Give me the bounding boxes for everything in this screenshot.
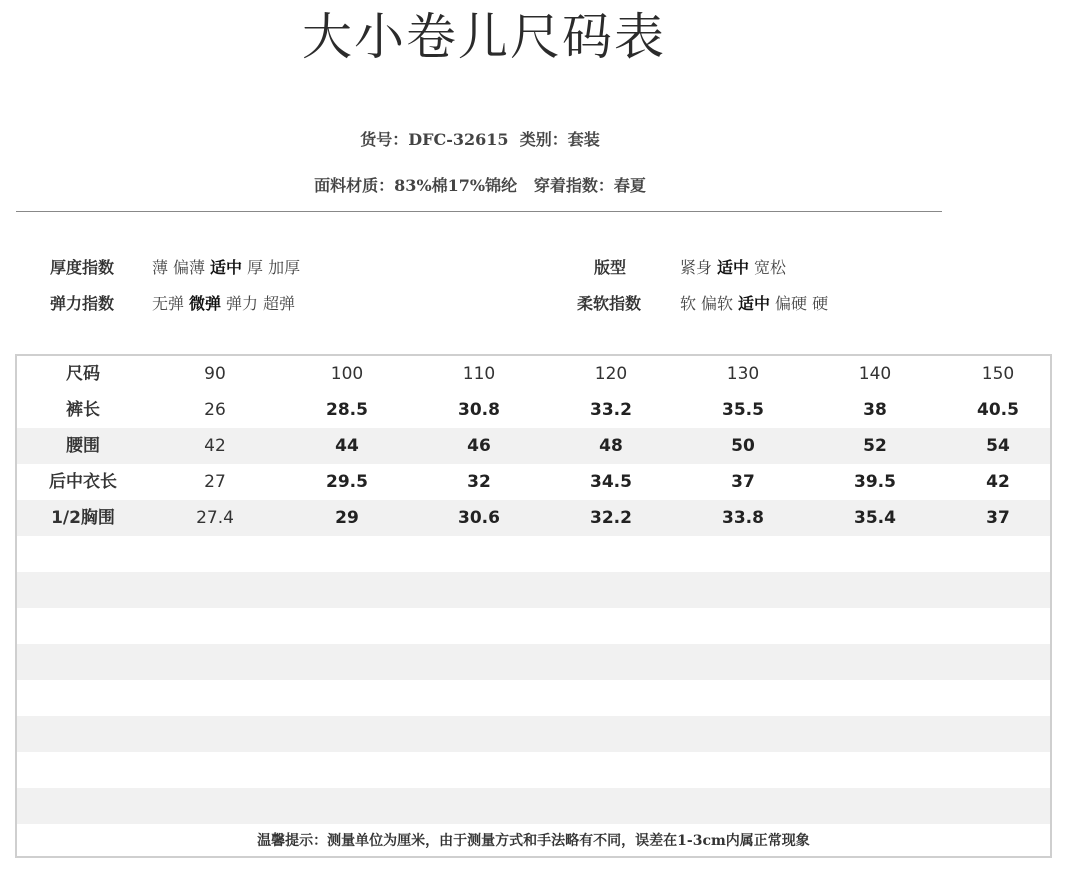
size-header-cell: 90	[204, 364, 226, 384]
attribute-option: 偏薄	[173, 258, 206, 277]
product-meta-line-1: 货号：DFC-32615 类别：套装	[360, 130, 600, 149]
table-row	[17, 500, 1050, 536]
empty-row	[17, 752, 1050, 788]
empty-row	[17, 788, 1050, 824]
row-label: 裤长	[66, 400, 100, 420]
table-cell: 44	[335, 436, 359, 456]
size-table	[15, 354, 1052, 858]
size-header-cell: 130	[726, 364, 760, 384]
table-cell: 26	[204, 400, 226, 420]
table-cell: 35.5	[722, 400, 764, 420]
empty-row	[17, 644, 1050, 680]
attribute-option: 弹力	[226, 294, 259, 313]
table-cell: 27	[204, 472, 226, 492]
attribute-option: 偏硬	[775, 294, 808, 313]
elasticity-label: 弹力指数	[50, 294, 115, 313]
attribute-option: 微弹	[189, 294, 222, 313]
fit-label: 版型	[594, 258, 627, 277]
table-cell: 27.4	[196, 508, 234, 528]
softness-options	[680, 291, 833, 314]
table-cell: 30.8	[458, 400, 500, 420]
table-cell: 39.5	[854, 472, 896, 492]
table-cell: 35.4	[854, 508, 896, 528]
table-cell: 38	[863, 400, 887, 420]
empty-row	[17, 608, 1050, 644]
fit-options	[680, 255, 791, 278]
table-cell: 52	[863, 436, 887, 456]
table-cell: 37	[986, 508, 1010, 528]
size-header-cell: 140	[858, 364, 892, 384]
page-title: 大小卷儿尺码表	[302, 8, 666, 66]
attribute-option: 加厚	[268, 258, 301, 277]
table-cell: 29.5	[326, 472, 368, 492]
empty-row	[17, 716, 1050, 752]
empty-row	[17, 572, 1050, 608]
table-row	[17, 428, 1050, 464]
table-cell: 50	[731, 436, 755, 456]
attribute-option: 紧身	[680, 258, 713, 277]
thickness-options	[152, 255, 305, 278]
size-header-cell: 110	[462, 364, 496, 384]
product-meta-line-2: 面料材质：83%棉17%锦纶 穿着指数：春夏	[314, 176, 646, 195]
table-row	[17, 392, 1050, 428]
attribute-option: 厚	[247, 258, 264, 277]
size-header-row	[17, 356, 1050, 392]
table-cell: 32	[467, 472, 491, 492]
attribute-option: 偏软	[701, 294, 734, 313]
thickness-label: 厚度指数	[50, 258, 115, 277]
attribute-option: 硬	[812, 294, 829, 313]
attribute-option: 适中	[717, 258, 750, 277]
table-cell: 54	[986, 436, 1010, 456]
attribute-option: 宽松	[754, 258, 787, 277]
size-header-cell: 100	[330, 364, 364, 384]
table-cell: 33.2	[590, 400, 632, 420]
row-label: 腰围	[66, 436, 100, 456]
row-label: 1/2胸围	[51, 508, 115, 528]
table-cell: 29	[335, 508, 359, 528]
table-cell: 40.5	[977, 400, 1019, 420]
table-row	[17, 464, 1050, 500]
size-header-cell: 120	[594, 364, 628, 384]
row-label: 后中衣长	[49, 472, 117, 492]
table-cell: 30.6	[458, 508, 500, 528]
attribute-option: 适中	[210, 258, 243, 277]
table-cell: 33.8	[722, 508, 764, 528]
empty-row	[17, 680, 1050, 716]
attribute-option: 适中	[738, 294, 771, 313]
table-cell: 37	[731, 472, 755, 492]
attribute-option: 无弹	[152, 294, 185, 313]
table-cell: 32.2	[590, 508, 632, 528]
measurement-tip: 温馨提示：测量单位为厘米，由于测量方式和手法略有不同，误差在1-3cm内属正常现象	[257, 833, 810, 849]
softness-label: 柔软指数	[577, 294, 642, 313]
divider	[16, 211, 942, 212]
table-cell: 42	[204, 436, 226, 456]
size-header-label: 尺码	[66, 364, 100, 384]
table-cell: 42	[986, 472, 1010, 492]
table-cell: 48	[599, 436, 623, 456]
elasticity-options	[152, 291, 300, 314]
attribute-option: 软	[680, 294, 697, 313]
attribute-option: 超弹	[263, 294, 296, 313]
attribute-option: 薄	[152, 258, 169, 277]
table-cell: 34.5	[590, 472, 632, 492]
empty-row	[17, 536, 1050, 572]
table-cell: 28.5	[326, 400, 368, 420]
table-cell: 46	[467, 436, 491, 456]
size-header-cell: 150	[981, 364, 1015, 384]
